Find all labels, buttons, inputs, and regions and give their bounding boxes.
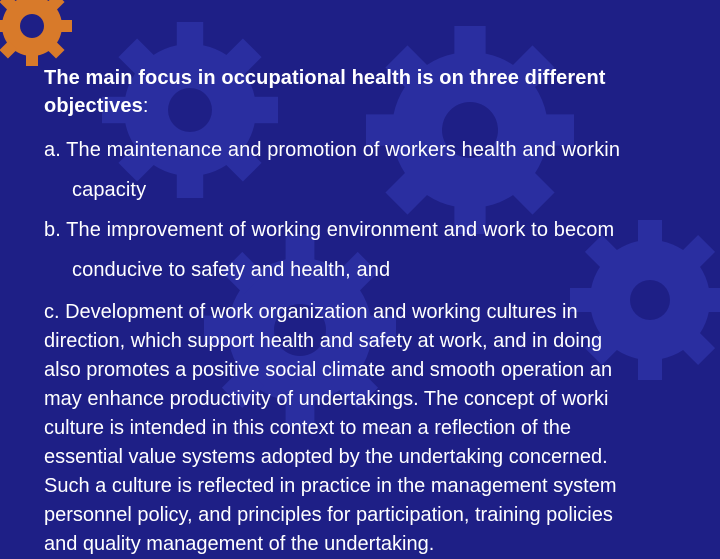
heading-colon: : <box>142 95 149 117</box>
item-c-line: culture is intended in this context to mean a reflection of the <box>44 417 571 439</box>
item-c-line: personnel policy, and principles for participation, training policies <box>44 504 613 526</box>
item-c-line: direction, which support health and safety at work, and in doing <box>44 330 603 352</box>
item-c-line: c. Development of work organization and working cultures in <box>44 301 578 323</box>
item-b-line-1: b. The improvement of working environment and work to becom <box>44 219 615 241</box>
heading-line-1: The main focus in occupational health is on three different <box>44 67 606 89</box>
item-c-line: may enhance productivity of undertakings. The concept of worki <box>44 388 609 410</box>
heading-line-2 <box>44 94 149 118</box>
item-c-line: essential value systems adopted by the undertaking concerned. <box>44 446 608 468</box>
item-c-paragraph <box>44 298 720 559</box>
item-c-line: also promotes a positive social climate and smooth operation an <box>44 359 613 381</box>
item-c-line: and quality management of the undertaking. <box>44 533 435 555</box>
item-a-line-1: a. The maintenance and promotion of workers health and workin <box>44 139 621 161</box>
heading-objectives: objectives <box>44 95 143 117</box>
item-b-line-2: conducive to safety and health, and <box>72 259 391 281</box>
item-c-line: Such a culture is reflected in practice in the management system <box>44 475 617 497</box>
item-a-line-2: capacity <box>72 179 147 201</box>
gear-icon <box>0 0 72 66</box>
